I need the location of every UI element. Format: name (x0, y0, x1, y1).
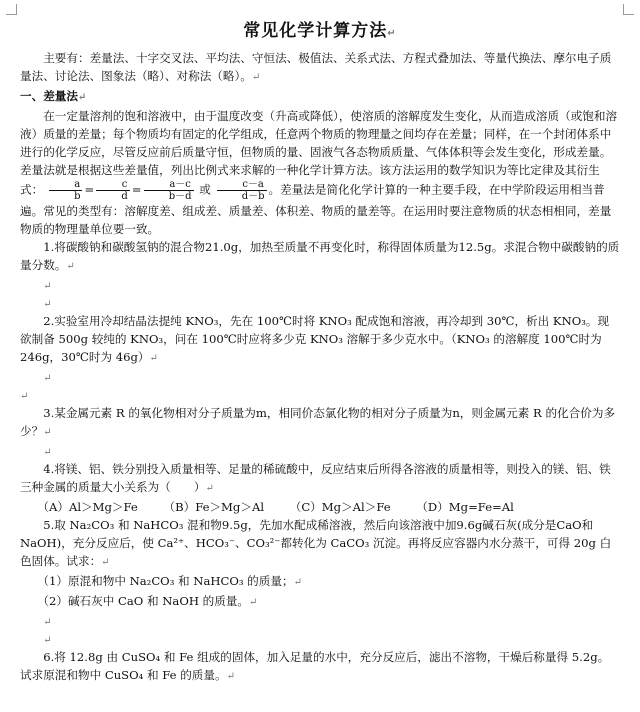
option-a: （A）Al＞Mg＞Fe (37, 500, 138, 514)
option-c: （C）Mg＞Al＞Fe (289, 500, 391, 514)
paragraph-mark: ↵ (101, 557, 110, 568)
question-1: 1.将碳酸钠和碳酸氢钠的混合物21.0g，加热至质量不再变化时，称得固体质量为12.5g。求混合物中碳酸钠的质量分数。↵ (20, 240, 620, 272)
fraction: $\frac{c-a}{d-b}$ (217, 179, 267, 202)
paragraph-mark: ↵ (77, 92, 87, 103)
sub-question: （2）碱石灰中 CaO 和 NaOH 的质量。↵ (37, 594, 258, 608)
sub-question: （1）原混和物中 Na₂CO₃ 和 NaHCO₃ 的质量；↵ (37, 574, 302, 588)
paragraph-mark: ↵ (249, 597, 258, 608)
fraction: $\frac{a-c}{b-d}$ (144, 179, 194, 202)
blank-line: ↵ (43, 373, 52, 384)
section-heading: 一、差量法↵ (20, 89, 87, 103)
option-b: （B）Fe＞Mg＞Al (163, 500, 265, 514)
option-d: （D）Mg=Fe=Al (416, 500, 514, 514)
question-4: 4.将镁、铝、铁分别投入质量相等、足量的稀硫酸中，反应结束后所得各溶液的质量相等，则投入的镁、铝、铁三种金属的质量大小关系为（ ）↵ (20, 462, 611, 494)
blank-line: ↵ (20, 391, 29, 402)
paragraph-mark: ↵ (205, 483, 214, 494)
fraction: $\frac{a}{b}$ (49, 179, 83, 202)
paragraph-mark: ↵ (149, 353, 158, 364)
blank-line: ↵ (43, 299, 52, 310)
paragraph-mark: ↵ (251, 72, 261, 83)
margin-corner-mark (623, 4, 634, 15)
blank-line: ↵ (43, 281, 52, 292)
paragraph-mark: ↵ (387, 28, 397, 39)
question-5: 5.取 Na₂CO₃ 和 NaHCO₃ 混和物9.5g，先加水配成稀溶液，然后向该溶液中加9.6g碱石灰(成分是CaO和NaOH)，充分反应后，使 Ca²⁺、HCO₃⁻、CO₃²⁻都转化为 CaCO₃ 沉淀。再将反应容器内水分蒸干，可得 20g 白色固体。试求：↵ (20, 518, 612, 568)
blank-line: ↵ (43, 447, 52, 458)
margin-corner-mark (6, 4, 17, 15)
section-paragraph: 在一定量溶剂的饱和溶液中，由于温度改变（升高或降低），使溶质的溶解度发生变化，从而造成溶质（或饱和溶液）质量的差量；每个物质均有固定的化学组成，任意两个物质的物理量之间均存在差量；同样，在一个封闭体系中进行的化学反应，尽管反应前后质量守恒，但物质的量、固液气各态物质质量、气体体积等会发生变化，形成差量。差量法就是根据这些差量值，列出比例式来求解的一种化学计算方法。该方法运用的数学知识为等比定律及其衍生式： $\frac{a}{b}$ = $\frac{c}{d}$ = $\frac{a-c}{b-d}$ 或 $\frac{c-a}{d-b}$ 。差量法是简化化学计算的一种主要手段，在中学阶段运用相当普遍。常见的类型有：溶解度差、组成差、质量差、体积差、物质的量差等。在运用时要注意物质的状态相相同，差量物质的物理量单位要一致。 (20, 109, 618, 236)
question-3: 3.某金属元素 R 的氧化物相对分子质量为m，相同价态氯化物的相对分子质量为n，则金属元素 R 的化合价为多少？↵ (20, 406, 616, 438)
answer-options (20, 498, 620, 516)
intro-paragraph: 主要有：差量法、十字交叉法、平均法、守恒法、极值法、关系式法、方程式叠加法、等量代换法、摩尔电子质量法、讨论法、图象法（略）、对称法（略）。↵ (20, 51, 612, 83)
blank-line: ↵ (43, 617, 52, 628)
question-2: 2.实验室用冷却结晶法提纯 KNO₃，先在 100℃时将 KNO₃ 配成饱和溶液，再冷却到 30℃，析出 KNO₃。现欲制备 500g 较纯的 KNO₃，问在 100℃时应将多少克 KNO₃ 溶解于多少克水中。（KNO₃ 的溶解度 100℃时为 246g，30℃时为 46g）↵ (20, 314, 610, 364)
paragraph-mark: ↵ (66, 261, 75, 272)
document-title: 常见化学计算方法↵ (243, 21, 397, 41)
fraction: $\frac{c}{d}$ (96, 179, 130, 202)
paragraph-mark: ↵ (293, 577, 302, 588)
paragraph-mark: ↵ (43, 427, 52, 438)
question-6: 6.将 12.8g 由 CuSO₄ 和 Fe 组成的固体，加入足量的水中，充分反应后，滤出不溶物，干燥后称量得 5.2g。试求原混和物中 CuSO₄ 和 Fe 的质量。↵ (20, 650, 610, 682)
paragraph-mark: ↵ (226, 671, 235, 682)
blank-line: ↵ (43, 635, 52, 646)
